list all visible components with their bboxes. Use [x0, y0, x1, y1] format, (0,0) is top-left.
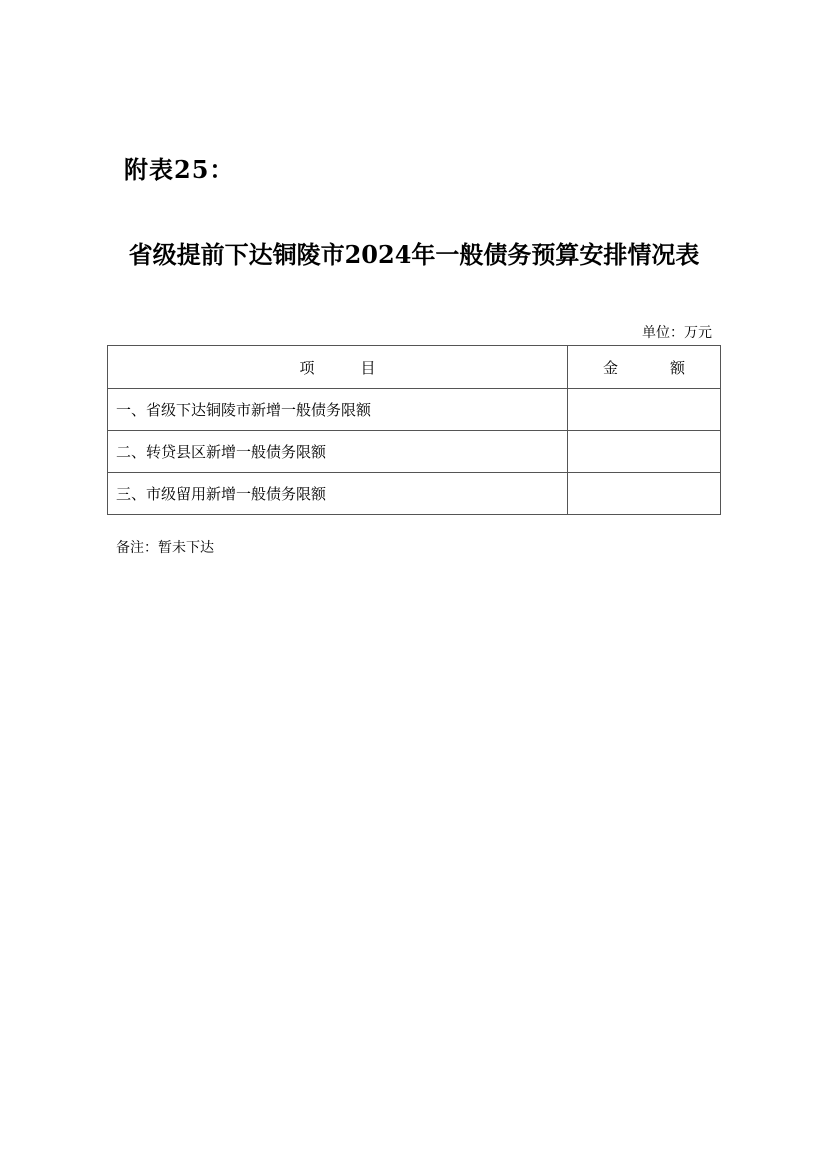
row-item: 三、市级留用新增一般债务限额 [108, 473, 568, 515]
annex-label: 附表25： [124, 155, 235, 184]
table-row [108, 389, 721, 431]
row-amount [568, 431, 721, 473]
row-amount [568, 389, 721, 431]
row-item: 二、转贷县区新增一般债务限额 [108, 431, 568, 473]
budget-table [107, 345, 721, 515]
table-header-row [108, 346, 721, 389]
unit-label: 单位：万元 [642, 325, 712, 341]
page-title: 省级提前下达铜陵市2024年一般债务预算安排情况表 [128, 240, 700, 269]
header-item [108, 346, 568, 389]
note: 备注：暂未下达 [116, 540, 214, 556]
row-amount [568, 473, 721, 515]
header-item-char-2: 目 [360, 358, 376, 377]
header-amount [568, 346, 721, 389]
table-row [108, 431, 721, 473]
table-row [108, 473, 721, 515]
row-item: 一、省级下达铜陵市新增一般债务限额 [108, 389, 568, 431]
header-item-char-1: 项 [299, 358, 315, 377]
header-amount-char-2: 额 [669, 358, 685, 377]
header-amount-char-1: 金 [603, 358, 619, 377]
